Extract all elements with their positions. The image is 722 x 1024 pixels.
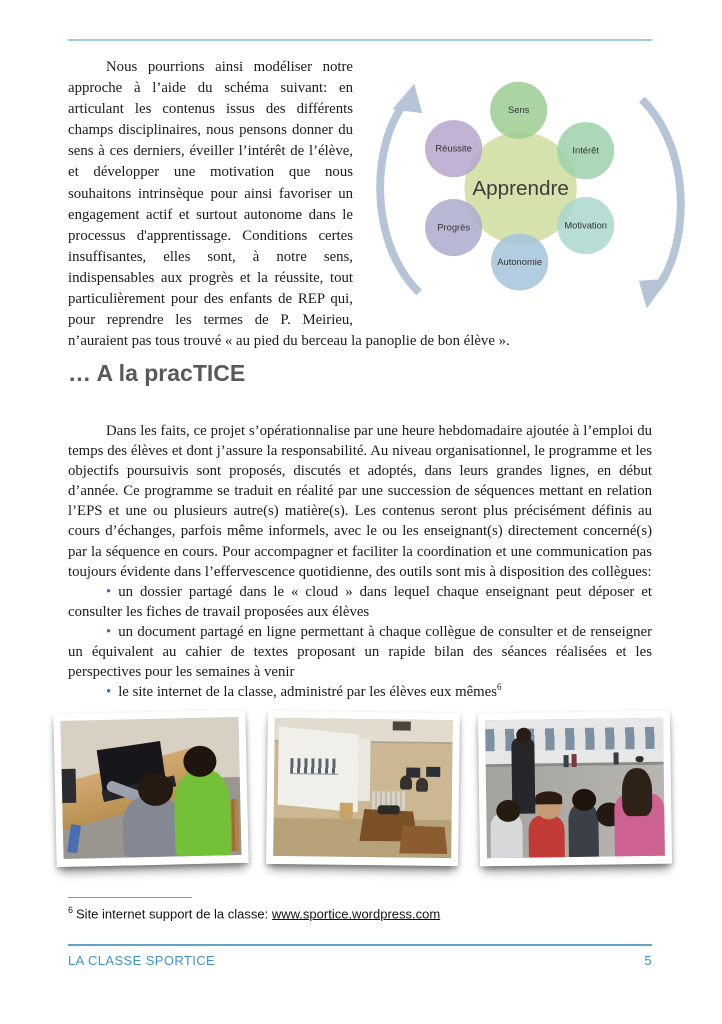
photo1-kid2-body [174,769,232,856]
photo3-kid-dark-body [568,805,599,857]
bullet-item-document [68,622,652,682]
label-autonomie: Autonomie [497,256,543,267]
footnote-reference: 6 [497,682,502,693]
photo3-dog [636,756,644,762]
photo2-whiteboard [358,739,371,801]
footnote-text: Site internet support de la classe: [76,906,272,922]
bullet-text: le site internet de la classe, administré par les élèves eux mêmes [118,684,498,701]
footnote-separator [68,897,192,898]
label-apprendre: Apprendre [472,177,569,201]
photo2-monitor-2 [426,767,440,777]
photo-frame-2 [266,711,460,866]
footer-rule [68,944,652,946]
photo2-bar-chart [290,758,338,775]
intro-section [68,57,652,352]
bullet-text: un document partagé en ligne permettant à chaque collègue de consulter et de renseigner un équivalent au cahier de textes proposant un rapide bilan des séances réalisées et les perspectives pour les semaines à venir [68,623,652,681]
cycle-arrow-left [380,84,422,293]
label-motivation: Motivation [564,220,608,231]
photo3-distant-figure-1 [564,755,569,767]
label-reussite: Réussite [435,143,472,154]
photo-frame-3 [478,711,672,867]
apprendre-diagram [363,77,698,315]
main-section [68,421,652,702]
photo-kids-at-computer [60,717,241,859]
photo-row [55,712,671,865]
photo3-distant-figure-2 [572,754,577,767]
photo2-student-1 [400,775,412,789]
main-paragraph: Dans les faits, ce projet s’opérationnalise par une heure hebdomadaire ajoutée à l’emploi du temps des élèves et dont j’assure la responsabilité. Au niveau organisationnel, le programme et les objectifs poursuivis sont proposés, discutés et adoptés, dans leurs grandes lignes, en début d’année. Ce programme se traduit en réalité par une succession de séquences mettant en relation l’EPS et une ou plusieurs autre(s) matière(s). Les contenus seront plus précisément définis au cours d’échanges, parfois même informels, avec le ou les enseignant(s) directement concerné(s) par la séquence en cours. Pour accompagner et faciliter la coordination et une communication pas toujours évidente dans l’effervescence quotidienne, des outils sont mis à disposition des collègues: [68,423,652,580]
photo3-girl-pink-hair [622,768,653,816]
photo3-kid-red-body [528,815,565,857]
label-progres: Progrès [437,222,471,233]
footnote-link[interactable]: www.sportice.wordpress.com [271,906,441,922]
label-sens: Sens [508,105,530,116]
photo2-paper-bag [340,803,353,820]
top-rule [68,39,652,41]
photo2-ceiling-light [393,721,411,730]
bullet-item-site [68,682,652,702]
page-number: 5 [644,953,652,968]
photo2-object-on-desk [378,805,400,814]
bullet-icon: • [106,583,112,600]
photo3-kid-red-hair [535,791,562,804]
photo2-student-2 [416,778,428,792]
photo3-distant-figure-3 [614,752,619,764]
photo-frame-1 [53,710,248,867]
intro-paragraph: Nous pourrions ainsi modéliser notre approche à l’aide du schéma suivant: en articulant les contenus issus des différents champs disciplinaires, nous pensons donner du sens à ces derniers, éveiller l’intérêt de l’élève, et développer une motivation que nous souhaitons intrinsèque pour ainsi favoriser un engagement actif et surtout autonome dans le processus d'apprentissage. Conditions certes insuffisantes, elles sont, à notre sens, indispensables aux progrès et la réussite, tout particulièrement pour des enfants de REP qui, pour reprendre les termes de P. Meirieu, n’auraient pas tous trouvé « au pied du berceau la panoplie de bon élève ». [68,59,510,350]
cycle-arrow-right [639,99,681,308]
bullet-text: un dossier partagé dans le « cloud » dans lequel chaque enseignant peut déposer et consulter les fiches de travail proposées aux élèves [68,583,652,620]
bullet-icon: • [106,623,112,640]
footnote [68,905,440,921]
photo2-desk-2 [399,825,447,854]
photo1-monitor-left [62,769,77,803]
photo-schoolyard [485,718,665,858]
page-footer [68,953,652,968]
section-heading: … A la pracTICE [68,360,246,386]
label-interet: Intérêt [572,145,599,156]
photo-classroom-projector [273,718,453,858]
footer-title: LA CLASSE SPORTICE [68,953,216,968]
bullet-icon: • [106,684,112,701]
apprendre-diagram-svg [363,77,698,315]
footnote-marker: 6 [68,905,74,915]
bullet-item-cloud [68,582,652,622]
